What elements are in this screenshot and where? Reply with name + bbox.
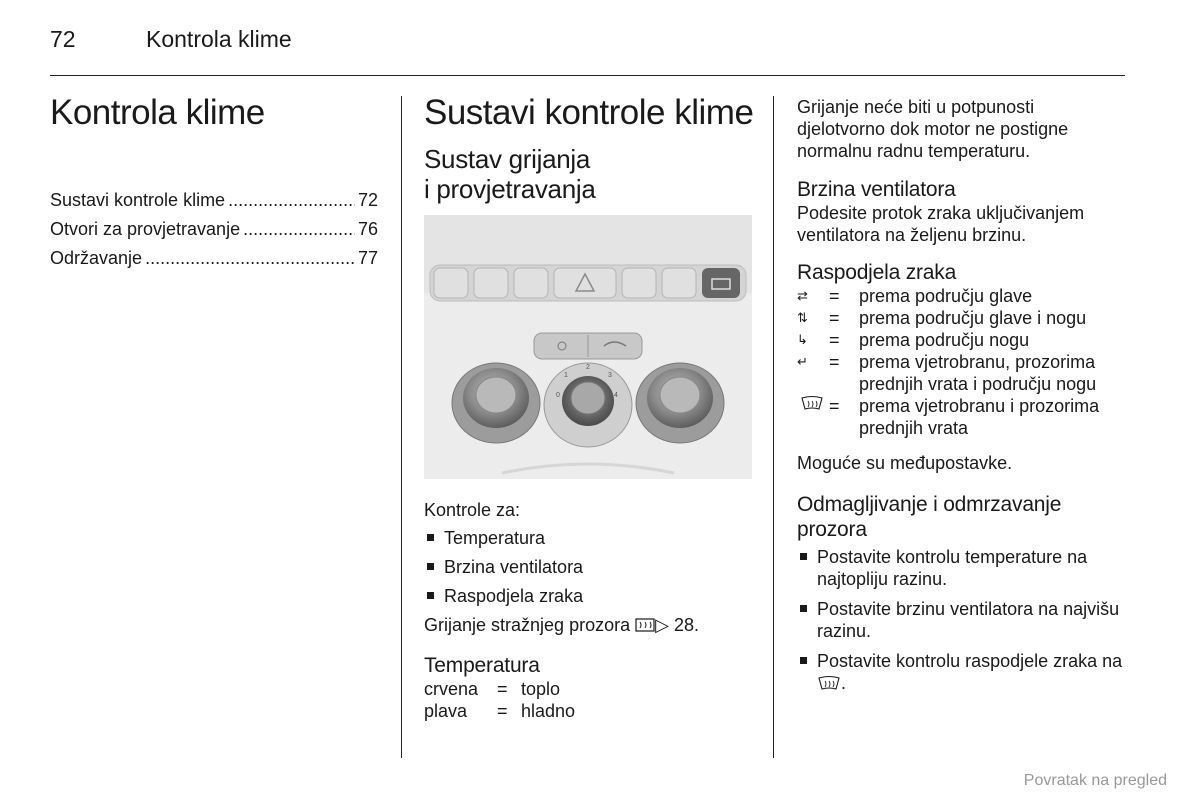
back-to-overview-link[interactable]: Povratak na pregled	[1023, 772, 1167, 789]
table-of-contents	[50, 186, 380, 273]
rear-heating-note	[424, 614, 764, 636]
rear-heating-page-ref[interactable]: 28.	[673, 615, 700, 635]
table-row	[424, 700, 575, 722]
toc-item[interactable]	[50, 244, 378, 273]
rear-heating-text: Grijanje stražnjeg prozora	[424, 615, 631, 635]
heating-effectiveness-note: Grijanje neće biti u potpunosti djelotvorno dok motor ne postigne normalnu radnu temperaturu.	[797, 97, 1069, 161]
temperature-heading: Temperatura	[424, 654, 540, 677]
toc-item-page: 77	[357, 248, 378, 268]
right-column	[797, 96, 1127, 694]
toc-item[interactable]	[50, 186, 378, 215]
equals-sign: =	[829, 352, 840, 372]
toc-item[interactable]	[50, 215, 378, 244]
svg-text:2: 2	[586, 364, 590, 371]
svg-text:4: 4	[614, 392, 618, 399]
left-column	[50, 92, 380, 273]
equals-sign: =	[829, 286, 840, 306]
bullet-item	[424, 527, 764, 549]
distribution-value: prema vjetrobranu i prozorima prednjih vrata	[859, 396, 1100, 438]
chapter-title: Kontrola klime	[50, 93, 265, 132]
distribution-value: prema području glave	[859, 286, 1033, 306]
temp-key: crvena	[424, 679, 479, 699]
section-title: Kontrola klime	[146, 26, 292, 52]
temp-value: toplo	[521, 679, 561, 699]
toc-item-page: 76	[357, 219, 378, 239]
windscreen-foot-vent-icon: ↵	[797, 354, 808, 369]
bullet-text: Postavite kontrolu temperature na najtopliju razinu.	[817, 547, 1088, 589]
equals-sign: =	[829, 396, 840, 416]
svg-text:3: 3	[608, 372, 612, 379]
bullet-text: Postavite kontrolu raspodjele zraka na	[817, 651, 1123, 671]
page-number: 72	[50, 26, 76, 52]
air-distribution-table	[797, 285, 1127, 439]
table-row	[424, 678, 575, 700]
bullet-item	[797, 650, 1127, 694]
equals-sign: =	[829, 330, 840, 350]
foot-vent-icon: ↳	[797, 332, 808, 347]
svg-text:0: 0	[556, 392, 560, 399]
rear-window-heating-icon	[635, 617, 655, 633]
toc-item-label: Otvori za provjetravanje	[50, 219, 241, 239]
temperature-table	[424, 678, 575, 722]
middle-column	[424, 92, 764, 722]
head-vent-icon: ⇄	[797, 288, 808, 303]
column-divider-left	[401, 96, 402, 758]
temp-value: hladno	[521, 701, 576, 721]
air-distribution-heading: Raspodjela zraka	[797, 261, 957, 284]
bullet-item	[424, 585, 764, 607]
table-row	[797, 395, 1127, 439]
bullet-item	[797, 598, 1127, 642]
bullet-text: Brzina ventilatora	[444, 557, 584, 577]
cross-reference-arrow-icon: ▷	[655, 615, 669, 635]
fan-speed-text: Podesite protok zraka uključivanjem ventilatora na željenu brzinu.	[797, 203, 1085, 245]
distribution-value: prema vjetrobranu, prozorima prednjih vrata i području nogu	[859, 352, 1097, 394]
table-row	[797, 285, 1127, 307]
distribution-value: prema području glave i nogu	[859, 308, 1087, 328]
head-foot-vent-icon: ⇅	[797, 310, 808, 325]
controls-intro: Kontrole za:	[424, 500, 521, 520]
intermediate-settings-note: Moguće su međupostavke.	[797, 453, 1013, 473]
subsection-heading-line1: Sustav grijanja	[424, 144, 591, 174]
bullet-item	[424, 556, 764, 578]
bullet-item	[797, 546, 1127, 590]
bullet-text: Postavite brzinu ventilatora na najvišu razinu.	[817, 599, 1120, 641]
fan-speed-heading: Brzina ventilatora	[797, 178, 956, 201]
climate-control-panel-illustration	[424, 215, 752, 479]
column-divider-right	[773, 96, 774, 758]
toc-item-page: 72	[357, 190, 378, 210]
bullet-text: Temperatura	[444, 528, 546, 548]
table-row	[797, 329, 1127, 351]
windscreen-defrost-icon	[797, 395, 827, 411]
section-heading: Sustavi kontrole klime	[424, 93, 754, 132]
subsection-heading-line2: i provjetravanja	[424, 174, 596, 204]
header-rule	[50, 75, 1125, 76]
distribution-value: prema području nogu	[859, 330, 1030, 350]
equals-sign: =	[829, 308, 840, 328]
temp-key: plava	[424, 701, 468, 721]
toc-item-label: Sustavi kontrole klime	[50, 190, 226, 210]
windscreen-defrost-icon	[817, 675, 841, 691]
equals-sign: =	[497, 679, 508, 699]
bullet-text: Raspodjela zraka	[444, 586, 584, 606]
table-row	[797, 307, 1127, 329]
svg-text:1: 1	[564, 372, 568, 379]
equals-sign: =	[497, 701, 508, 721]
bullet-period: .	[841, 673, 847, 693]
page-header	[50, 26, 292, 53]
table-row	[797, 351, 1127, 395]
toc-item-label: Održavanje	[50, 248, 143, 268]
defog-heading: Odmagljivanje i odmrzavanje prozora	[797, 493, 1062, 541]
